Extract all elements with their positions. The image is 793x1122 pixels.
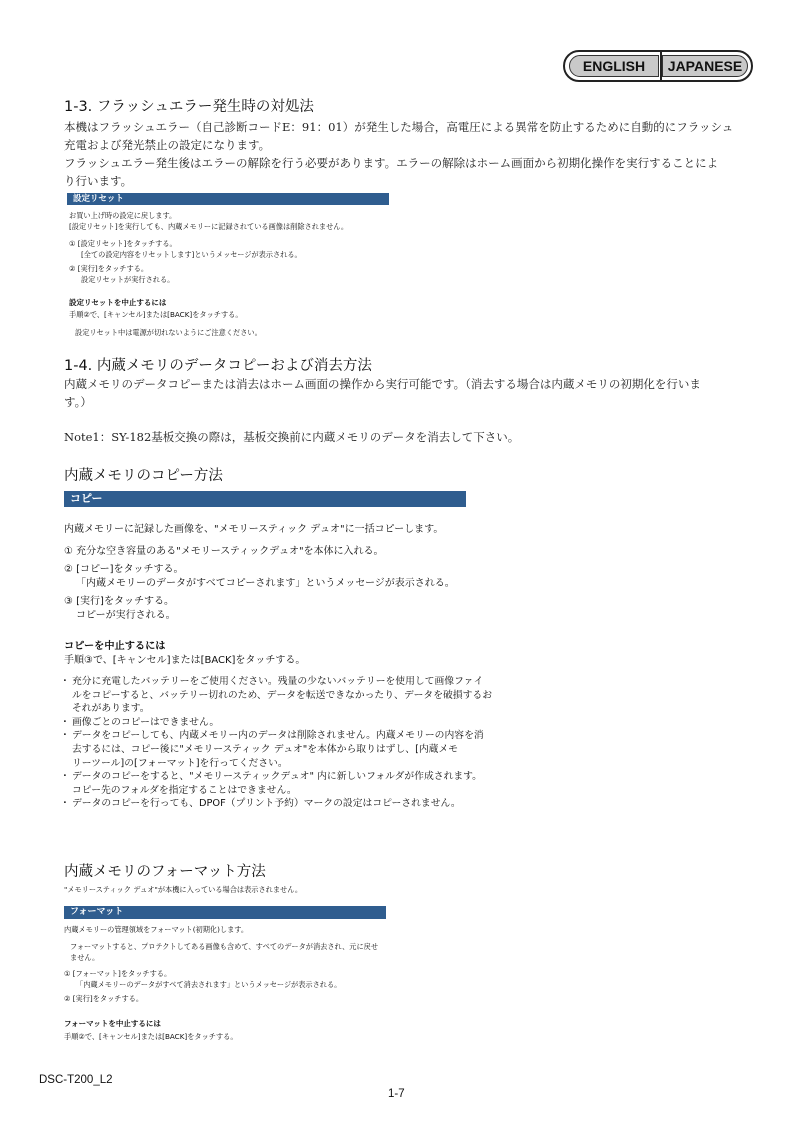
format-subnote: "メモリースティック デュオ"が本機に入っている場合は表示されません。 <box>64 885 303 894</box>
list-item: ・ データのコピーをすると、"メモリースティックデュオ" 内に新しいフォルダが作成されます。 コピー先のフォルダを指定することはできません。 <box>64 770 534 797</box>
copy-intro: 内蔵メモリーに記録した画像を、"メモリースティック デュオ"に一括コピーします。 <box>64 524 444 535</box>
section-1-4-heading: 1-4. 内蔵メモリのデータコピーおよび消去方法 <box>64 358 372 374</box>
copy-step-2-detail: 「内蔵メモリーのデータがすべてコピーされます」というメッセージが表示される。 <box>76 578 455 589</box>
reset-note: 設定リセット中は電源が切れないようにご注意ください。 <box>75 328 262 337</box>
copy-step-3-detail: コピーが実行される。 <box>76 610 176 621</box>
english-tab[interactable]: ENGLISH <box>569 55 659 77</box>
body-line: 本機はフラッシュエラー（自己診断コードE：91：01）が発生した場合，高電圧による異常を防止するために自動的にフラッシュ <box>64 120 734 134</box>
format-warning-line: フォーマットすると、プロテクトしてある画像も含めて、すべてのデータが消去され、元に戻せ <box>70 942 379 951</box>
reset-step-1-detail: [全ての設定内容をリセットします]というメッセージが表示される。 <box>81 250 302 259</box>
copy-heading: 内蔵メモリのコピー方法 <box>64 468 223 484</box>
copy-notes-list <box>64 675 534 811</box>
body-line: 内蔵メモリのデータコピーまたは消去はホーム画面の操作から実行可能です。（消去する場合は内蔵メモリの初期化を行いま <box>64 377 701 391</box>
copy-step-1: ① 充分な空き容量のある"メモリースティックデュオ"を本体に入れる。 <box>64 546 384 557</box>
format-warning-line: ません。 <box>70 953 100 962</box>
copy-step-2 <box>64 563 455 591</box>
format-step-1-line: ① [フォーマット]をタッチする。 <box>64 969 172 978</box>
format-cancel-text: 手順②で、[キャンセル]または[BACK]をタッチする。 <box>64 1032 238 1041</box>
reset-intro <box>69 210 348 232</box>
reset-intro-line: お買い上げ時の設定に戻します。 <box>69 211 177 220</box>
format-section-bar: フォーマット <box>64 906 386 919</box>
format-warning <box>70 941 378 963</box>
body-line: フラッシュエラー発生後はエラーの解除を行う必要があります。エラーの解除はホーム画面から初期化操作を実行することによ <box>64 156 719 170</box>
copy-cancel-text: 手順③で、[キャンセル]または[BACK]をタッチする。 <box>64 655 306 666</box>
reset-cancel-text: 手順②で、[キャンセル]または[BACK]をタッチする。 <box>69 310 243 319</box>
reset-step-2-line: ② [実行]をタッチする。 <box>69 264 149 273</box>
reset-step-1-line: ① [設定リセット]をタッチする。 <box>69 239 177 248</box>
body-line: す。） <box>64 395 92 409</box>
model-code: DSC-T200_L2 <box>39 1074 113 1086</box>
section-1-3-body <box>64 118 744 190</box>
format-step-2: ② [実行]をタッチする。 <box>64 994 144 1003</box>
japanese-tab[interactable]: JAPANESE <box>662 55 748 77</box>
copy-cancel-heading: コピーを中止するには <box>64 641 166 652</box>
body-line: り行います。 <box>64 174 133 188</box>
reset-cancel-heading: 設定リセットを中止するには <box>69 298 167 307</box>
list-item: ・ 充分に充電したバッテリーをご使用ください。残量の少ないバッテリーを使用して画像ファイ ルをコピーすると、バッテリー切れのため、データを転送できなかったり、データを破損するお それがあります。 <box>64 675 534 716</box>
section-1-4-body <box>64 375 744 411</box>
list-item: ・ 画像ごとのコピーはできません。 <box>64 716 534 730</box>
copy-step-2-line: ② [コピー]をタッチする。 <box>64 564 184 575</box>
body-line: 充電および発光禁止の設定になります。 <box>64 138 271 152</box>
page-number: 1-7 <box>388 1088 405 1100</box>
format-intro: 内蔵メモリーの管理領域をフォーマット(初期化)します。 <box>64 925 249 934</box>
format-step-1 <box>64 968 341 990</box>
reset-step-2 <box>69 263 174 285</box>
copy-step-3-line: ③ [実行]をタッチする。 <box>64 596 174 607</box>
section-1-3-heading: 1-3. フラッシュエラー発生時の対処法 <box>64 99 314 115</box>
note1: Note1：SY-182基板交換の際は，基板交換前に内蔵メモリのデータを消去して下さい。 <box>64 430 520 444</box>
reset-step-2-detail: 設定リセットが実行される。 <box>81 275 175 284</box>
copy-section-bar: コピー <box>64 491 466 507</box>
format-cancel-heading: フォーマットを中止するには <box>64 1019 161 1028</box>
list-item: ・ データのコピーを行っても、DPOF（プリント予約）マークの設定はコピーされません。 <box>64 797 534 811</box>
reset-step-1 <box>69 238 302 260</box>
format-step-1-detail: 「内蔵メモリーのデータがすべて消去されます」というメッセージが表示される。 <box>76 980 342 989</box>
reset-intro-line: [設定リセット]を実行しても、内蔵メモリーに記録されている画像は削除されません。 <box>69 222 349 231</box>
list-item: ・ データをコピーしても、内蔵メモリー内のデータは削除されません。内蔵メモリーの内容を消 去するには、コピー後に"メモリースティック デュオ"を本体から取りはずし、[内蔵メモ リーツール]の[フォーマット]を行ってください。 <box>64 729 534 770</box>
format-heading: 内蔵メモリのフォーマット方法 <box>64 864 266 880</box>
copy-step-3 <box>64 595 176 623</box>
reset-section-bar: 設定リセット <box>67 193 389 205</box>
language-switch <box>563 50 753 82</box>
